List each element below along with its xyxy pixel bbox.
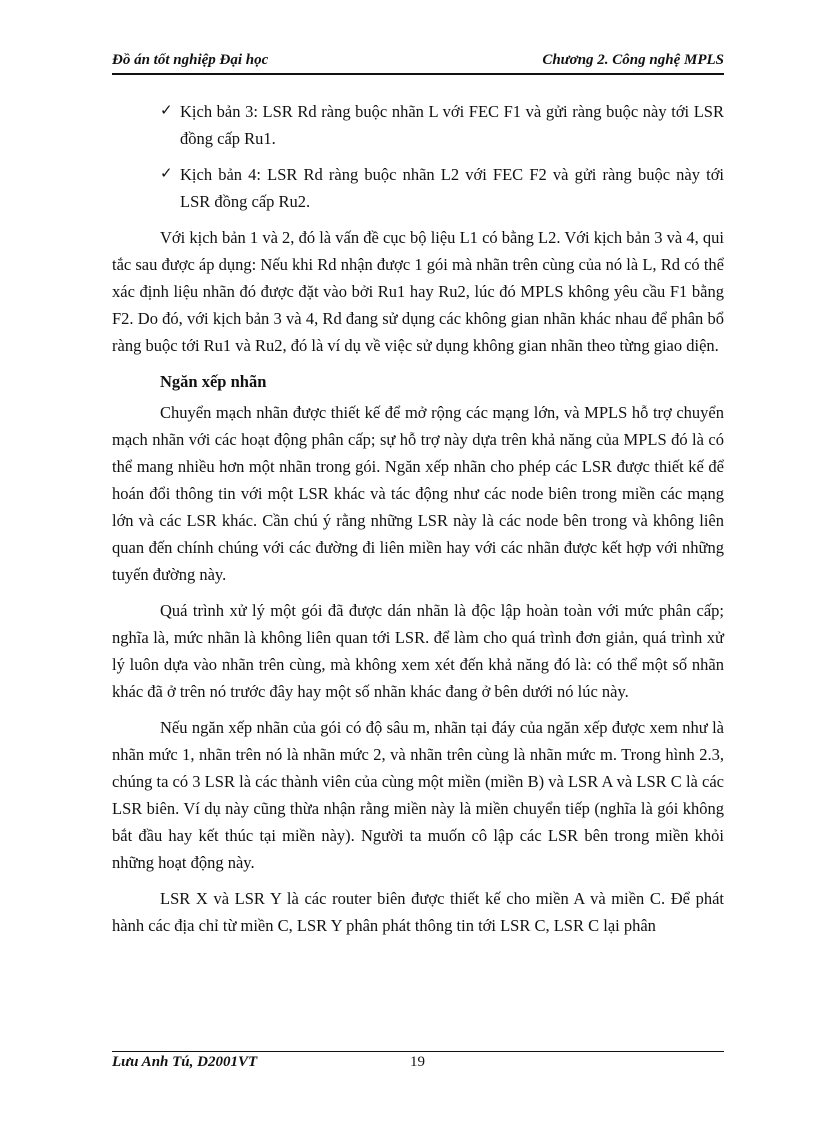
footer-divider: [112, 1051, 724, 1052]
paragraph: Nếu ngăn xếp nhãn của gói có độ sâu m, nhãn tại đáy của ngăn xếp được xem như là nhãn mức 1, nhãn trên nó là nhãn mức 2, và nhãn trên cùng là nhãn mức m. Trong hình 2.3, chúng ta có 3 LSR là các thành viên của cùng một miền (miền B) và LSR A và LSR C là các LSR biên. Ví dụ này cũng thừa nhận rằng miền này là miền chuyển tiếp (nghĩa là gói không bắt đầu hay kết thúc tại miền này). Người ta muốn cô lập các LSR bên trong miền khỏi những hoạt động này.: [112, 718, 724, 872]
bullet-text: Kịch bản 4: LSR Rd ràng buộc nhãn L2 với FEC F2 và gửi ràng buộc này tới LSR đồng cấp Ru2.: [180, 165, 724, 211]
bullet-item: [112, 98, 724, 152]
paragraph: LSR X và LSR Y là các router biên được thiết kế cho miền A và miền C. Để phát hành các địa chỉ từ miền C, LSR Y phân phát thông tin tới LSR C, LSR C lại phân: [112, 889, 724, 935]
page-body: [112, 98, 724, 948]
section-heading: Ngăn xếp nhãn: [160, 372, 267, 391]
bullet-item: [112, 161, 724, 215]
checkmark-icon: ✓: [160, 166, 173, 182]
paragraph: Quá trình xử lý một gói đã được dán nhãn là độc lập hoàn toàn với mức phân cấp; nghĩa là, mức nhãn là không liên quan tới LSR. để làm cho quá trình đơn giản, quá trình xử lý luôn dựa vào nhãn trên cùng, mà không xem xét đến khả năng đó là: có thể một số nhãn khác đã ở trên nó trước đây hay một số nhãn khác đang ở bên dưới nó lúc này.: [112, 601, 724, 701]
page-footer: [112, 1054, 724, 1076]
page-number: 19: [410, 1054, 425, 1070]
paragraph: Với kịch bản 1 và 2, đó là vấn đề cục bộ liệu L1 có bằng L2. Với kịch bản 3 và 4, qui tắc sau được áp dụng: Nếu khi Rd nhận được 1 gói mà nhãn trên cùng của nó là L, Rd có thể xác định liệu nhãn đó được đặt vào bởi Ru1 hay Ru2, lúc đó MPLS không yêu cầu F1 bằng F2. Do đó, với kịch bản 3 và 4, Rd đang sử dụng các không gian nhãn khác nhau để phân bổ ràng buộc tới Ru1 và Ru2, đó là ví dụ về việc sử dụng không gian nhãn theo từng giao diện.: [112, 228, 724, 355]
header-chapter-title: Chương 2. Công nghệ MPLS: [542, 52, 724, 68]
bullet-text: Kịch bản 3: LSR Rd ràng buộc nhãn L với FEC F1 và gửi ràng buộc này tới LSR đồng cấp Ru1.: [180, 102, 724, 148]
page-header: [112, 52, 724, 74]
footer-author: Lưu Anh Tú, D2001VT: [112, 1054, 258, 1070]
paragraph: Chuyển mạch nhãn được thiết kế để mở rộng các mạng lớn, và MPLS hỗ trợ chuyển mạch nhãn với các hoạt động phân cấp; sự hỗ trợ này dựa trên khả năng của MPLS đó là có thể mang nhiều hơn một nhãn trong gói. Ngăn xếp nhãn cho phép các LSR được thiết kế để hoán đổi thông tin với một LSR khác và tác động như các node biên trong miền các mạng lớn và các LSR khác. Cần chú ý rằng những LSR này là các node bên trong và không liên quan đến chính chúng với các đường đi liên miền hay với các nhãn được kết hợp với những tuyến đường này.: [112, 403, 724, 584]
header-thesis-title: Đồ án tốt nghiệp Đại học: [112, 52, 269, 68]
checkmark-icon: ✓: [160, 103, 173, 119]
header-divider: [112, 73, 724, 75]
